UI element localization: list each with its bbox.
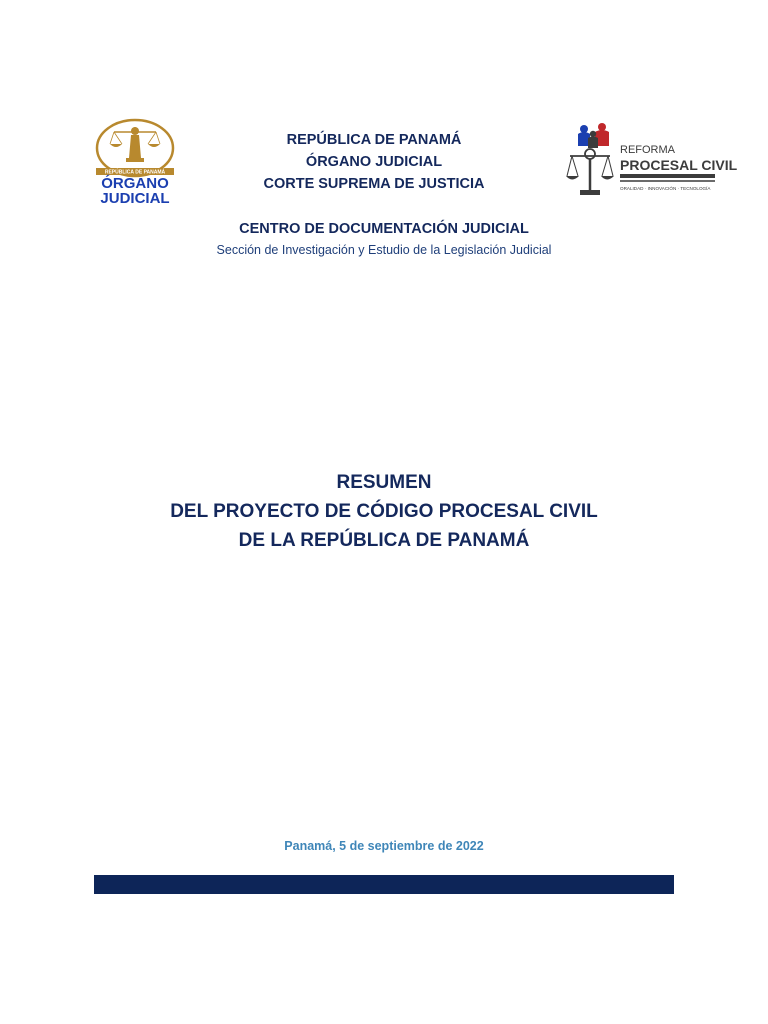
centro-documentacion-title: CENTRO DE DOCUMENTACIÓN JUDICIAL [239, 221, 529, 237]
document-title [0, 468, 768, 555]
organo-judicial-emblem [92, 118, 178, 206]
title-line-proyecto: DEL PROYECTO DE CÓDIGO PROCESAL CIVIL [170, 501, 598, 522]
logo-arc-text: REPÚBLICA DE PANAMÁ [104, 169, 166, 176]
header-republica: REPÚBLICA DE PANAMÁ [286, 132, 462, 148]
logo-tagline: ORALIDAD · INNOVACIÓN · TECNOLOGÍA [620, 186, 711, 191]
header-corte: CORTE SUPREMA DE JUSTICIA [263, 176, 485, 192]
footer-bar [94, 875, 674, 894]
logo-word-reforma: REFORMA [620, 144, 675, 156]
header-organo: ÓRGANO JUDICIAL [305, 154, 443, 170]
logo-word-judicial: JUDICIAL [100, 190, 170, 207]
reforma-procesal-civil-logo [564, 120, 738, 200]
logo-word-organo: ÓRGANO [101, 175, 169, 192]
reforma-emblem [564, 120, 738, 200]
institution-header [230, 129, 518, 195]
title-line-republica: DE LA REPÚBLICA DE PANAMÁ [238, 530, 530, 551]
logo-word-procesal-civil: PROCESAL CIVIL [620, 157, 738, 173]
seccion-subtitle: Sección de Investigación y Estudio de la Legislación Judicial [216, 243, 552, 257]
organo-judicial-logo [92, 118, 178, 206]
document-date: Panamá, 5 de septiembre de 2022 [284, 839, 484, 853]
title-line-resumen: RESUMEN [336, 472, 432, 493]
